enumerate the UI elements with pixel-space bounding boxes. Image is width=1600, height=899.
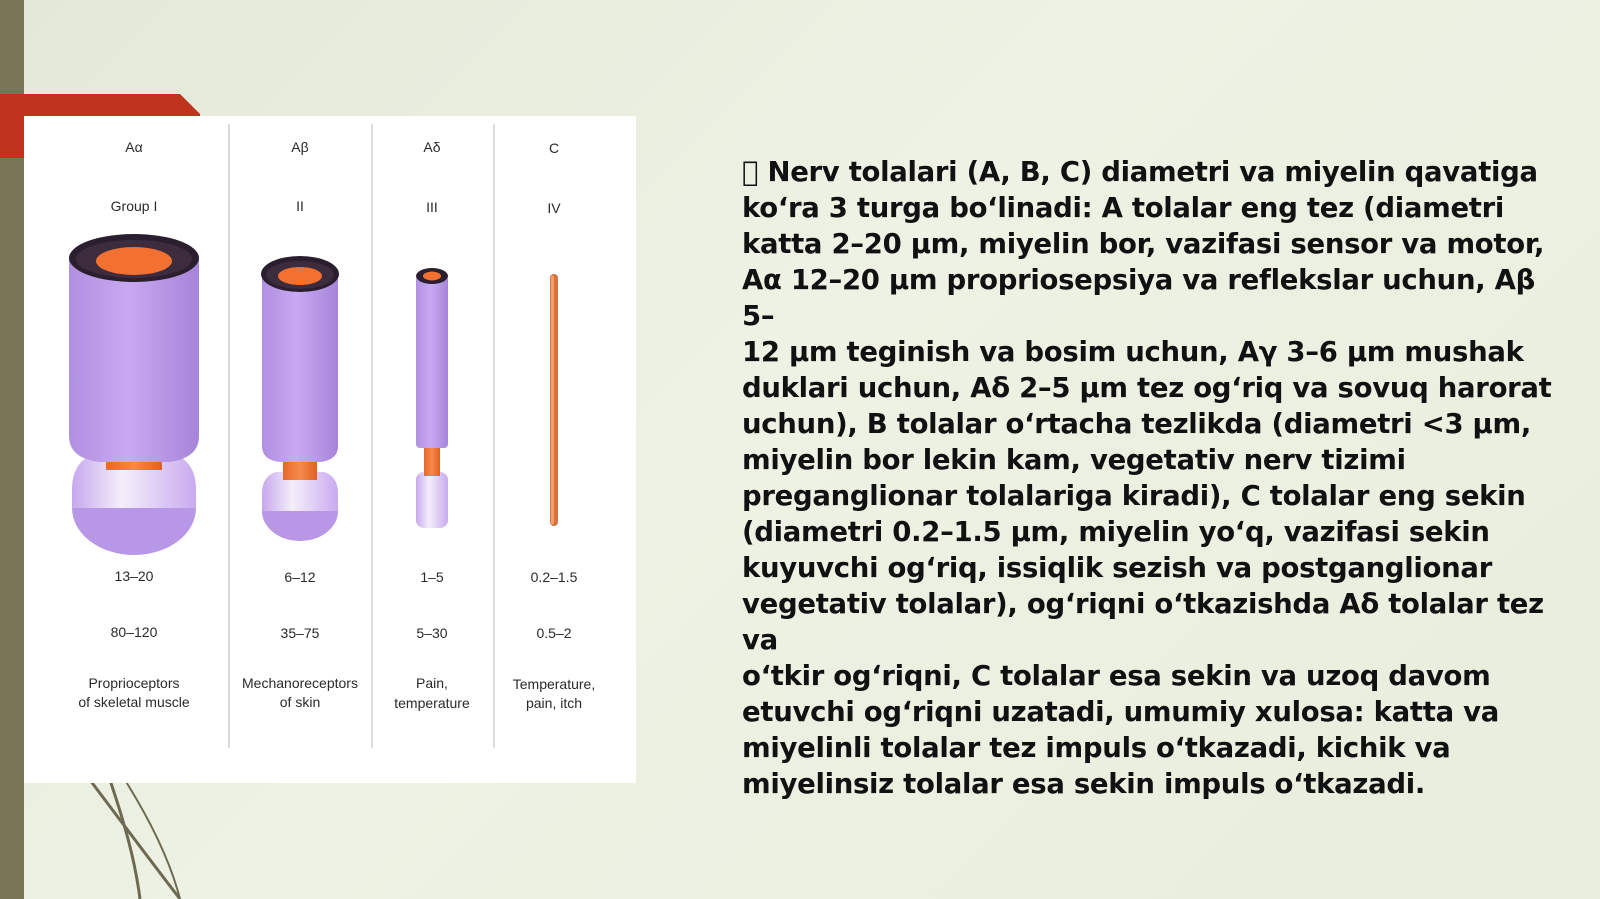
diameter-value: 1–5 [420, 569, 444, 585]
function-label-line2: temperature [394, 695, 470, 711]
fiber-type-label: Aβ [291, 139, 309, 155]
function-label-line2: pain, itch [525, 695, 583, 711]
diameter-value: 13–20 [114, 568, 154, 584]
decorative-lines [80, 780, 220, 899]
function-label-line2: of skeletal muscle [78, 694, 190, 710]
column-a-delta [394, 139, 470, 711]
nerve-fiber-figure [24, 116, 636, 783]
fiber-type-label: Aα [125, 139, 143, 155]
fiber-group-label: IV [547, 200, 561, 216]
myelinated-fiber-large [69, 234, 199, 555]
function-label-line1: Proprioceptors [88, 675, 180, 691]
column-c [513, 140, 595, 711]
velocity-value: 5–30 [416, 625, 448, 641]
unmyelinated-fiber [550, 274, 558, 526]
slide-body-text: Nerv tolalari (A, B, C) diametri va miyelin qavatiga koʻra 3 turga boʻlinadi: A tolalar eng tez (diametri katta 2–20 μm, miyelin bor, vazifasi sensor va motor, Aα 12–20 μm propriosepsiya va reflekslar uchun, Aβ 5– 12 μm teginish va bosim uchun, Aγ 3–6 μm mushak duklari uchun, Aδ 2–5 μm tez ogʻriq va sovuq harorat uchun), B tolalar oʻrtacha tezlikda (diametri <3 μm, miyelin bor lekin kam, vegetativ nerv tizimi preganglionar tolalariga kiradi), C tolalar eng sekin (diametri 0.2–1.5 μm, miyelin yoʻq, vazifasi sekin kuyuvchi ogʻriq, issiqlik sezish va postganglionar vegetativ tolalar), ogʻriqni oʻtkazishda Aδ tolalar tez va oʻtkir ogʻriqni, C tolalar esa sekin va uzoq davom etuvchi ogʻriqni uzatadi, umumiy xulosa: katta va miyelinli tolalar tez impuls oʻtkazadi, kichik va miyelinsiz tolalar esa sekin impuls oʻtkazadi. [742, 156, 1552, 800]
velocity-value: 80–120 [110, 624, 158, 640]
function-label-line2: of skin [279, 694, 321, 710]
function-label-line1: Pain, [416, 675, 448, 691]
myelinated-fiber-thin [416, 268, 448, 528]
myelinated-fiber-medium [261, 256, 339, 541]
column-a-alpha [69, 139, 199, 710]
column-a-beta [242, 139, 358, 710]
fiber-group-label: II [296, 198, 304, 214]
fiber-type-label: C [548, 140, 560, 156]
function-label-line1: Mechanoreceptors [242, 675, 358, 691]
diameter-value: 0.2–1.5 [530, 569, 578, 585]
velocity-value: 35–75 [280, 625, 320, 641]
diameter-value: 6–12 [284, 569, 316, 585]
fiber-group-label: Group I [110, 198, 158, 214]
velocity-value: 0.5–2 [536, 625, 572, 641]
fiber-diagram [24, 116, 636, 783]
fiber-type-label: Aδ [423, 139, 441, 155]
function-label-line1: Temperature, [512, 676, 596, 692]
fiber-group-label: III [426, 199, 438, 215]
